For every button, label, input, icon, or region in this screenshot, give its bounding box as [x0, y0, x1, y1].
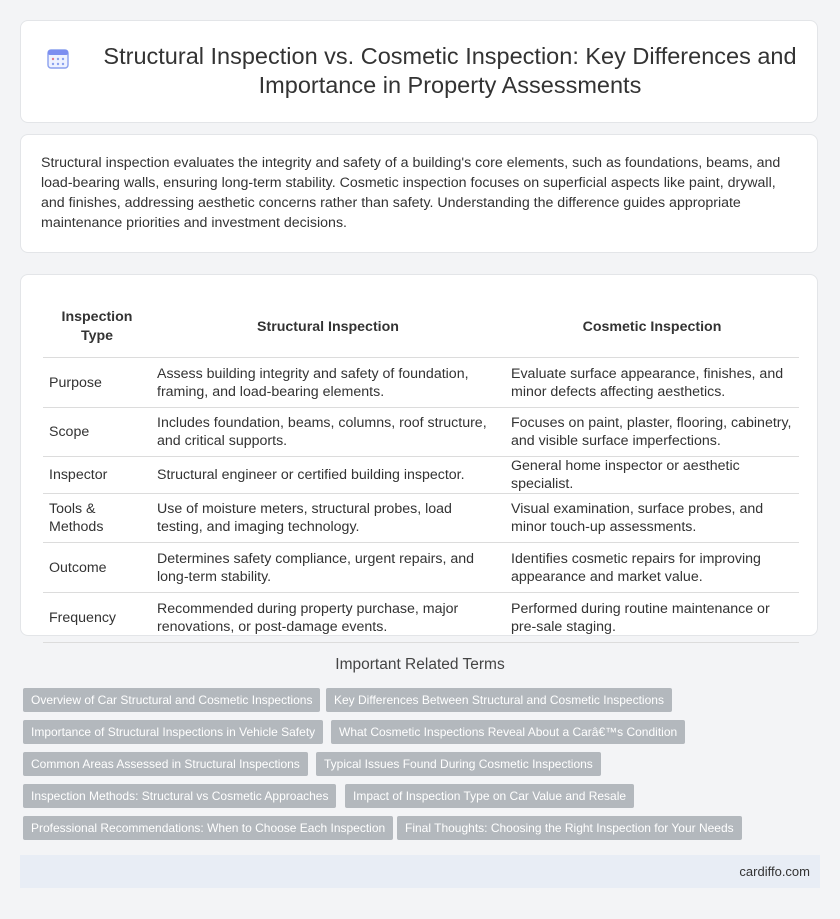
- related-term-link[interactable]: Importance of Structural Inspections in Vehicle Safety: [23, 720, 323, 744]
- table-row: [43, 593, 799, 643]
- column-header: Structural Inspection: [151, 297, 505, 358]
- related-term-link[interactable]: Common Areas Assessed in Structural Inspections: [23, 752, 308, 776]
- row-label: Purpose: [43, 358, 151, 408]
- table-cell: Determines safety compliance, urgent repairs, and long-term stability.: [151, 543, 505, 593]
- related-term-link[interactable]: Overview of Car Structural and Cosmetic Inspections: [23, 688, 320, 712]
- related-term-link[interactable]: Impact of Inspection Type on Car Value and Resale: [345, 784, 634, 808]
- table-row: [43, 543, 799, 593]
- table-cell: Evaluate surface appearance, finishes, and minor defects affecting aesthetics.: [505, 358, 799, 408]
- footer: [20, 855, 820, 888]
- related-term-link[interactable]: Typical Issues Found During Cosmetic Inspections: [316, 752, 601, 776]
- row-label: Outcome: [43, 543, 151, 593]
- table-row: [43, 408, 799, 457]
- related-term-link[interactable]: Professional Recommendations: When to Choose Each Inspection: [23, 816, 393, 840]
- related-term-link[interactable]: Key Differences Between Structural and Cosmetic Inspections: [326, 688, 672, 712]
- table-cell: Structural engineer or certified building inspector.: [151, 457, 505, 494]
- comparison-card: [20, 274, 818, 636]
- related-term-link[interactable]: What Cosmetic Inspections Reveal About a Carâ€™s Condition: [331, 720, 685, 744]
- row-label: Scope: [43, 408, 151, 457]
- page-title: Structural Inspection vs. Cosmetic Inspection: Key Differences and Importance in Property Assessments: [103, 43, 797, 98]
- related-term-link[interactable]: Inspection Methods: Structural vs Cosmetic Approaches: [23, 784, 336, 808]
- site-name[interactable]: cardiffo.com: [739, 864, 810, 879]
- related-terms-heading: Important Related Terms: [335, 656, 505, 673]
- column-header: Inspection Type: [43, 297, 151, 358]
- table-row: [43, 457, 799, 494]
- table-cell: Assess building integrity and safety of foundation, framing, and load-bearing elements.: [151, 358, 505, 408]
- table-cell: Focuses on paint, plaster, flooring, cabinetry, and visible surface imperfections.: [505, 408, 799, 457]
- calendar-icon: [46, 46, 70, 70]
- related-term-link[interactable]: Final Thoughts: Choosing the Right Inspection for Your Needs: [397, 816, 742, 840]
- table-cell: Visual examination, surface probes, and minor touch-up assessments.: [505, 494, 799, 543]
- table-cell: Use of moisture meters, structural probes, load testing, and imaging technology.: [151, 494, 505, 543]
- table-cell: Includes foundation, beams, columns, roof structure, and critical supports.: [151, 408, 505, 457]
- comparison-table: [43, 297, 799, 643]
- row-label: Tools & Methods: [43, 494, 151, 543]
- intro-card: [20, 134, 818, 253]
- intro-paragraph: Structural inspection evaluates the integrity and safety of a building's core elements, such as foundations, beams, and load-bearing walls, ensuring long-term stability. Cosmetic inspection focuses on superficial aspects like paint, drywall, and finishes, addressing aesthetic concerns rather than safety. Understanding the difference guides appropriate maintenance priorities and investment decisions.: [41, 155, 781, 231]
- table-header-row: [43, 297, 799, 358]
- table-row: [43, 358, 799, 408]
- table-cell: General home inspector or aesthetic specialist.: [505, 457, 799, 494]
- table-cell: Identifies cosmetic repairs for improving appearance and market value.: [505, 543, 799, 593]
- row-label: Inspector: [43, 457, 151, 494]
- column-header: Cosmetic Inspection: [505, 297, 799, 358]
- row-label: Frequency: [43, 593, 151, 643]
- table-row: [43, 494, 799, 543]
- table-cell: Performed during routine maintenance or pre-sale staging.: [505, 593, 799, 643]
- table-cell: Recommended during property purchase, major renovations, or post-damage events.: [151, 593, 505, 643]
